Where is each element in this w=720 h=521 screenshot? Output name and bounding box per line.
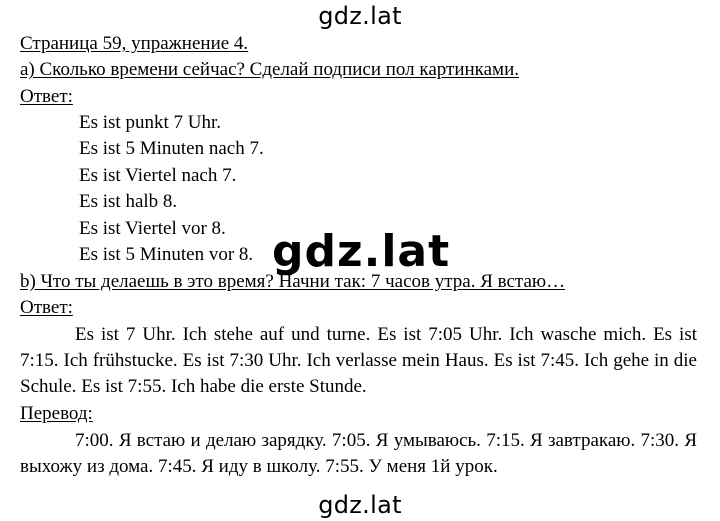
watermark-middle: gdz.lat	[272, 226, 451, 277]
page-heading: Страница 59, упражнение 4.	[20, 33, 249, 54]
answer-a-line: Es ist halb 8.	[79, 191, 178, 212]
translation-paragraph: 7:00. Я встаю и делаю зарядку. 7:05. Я умываюсь. 7:15. Я завтракаю. 7:30. Я выхожу из дома. 7:45. Я иду в школу. 7:55. У меня 1й урок.	[20, 430, 697, 477]
translation-label: Перевод:	[20, 403, 93, 424]
answer-label-b: Ответ:	[20, 297, 73, 318]
answer-a-line: Es ist Viertel nach 7.	[79, 165, 237, 186]
question-b: b) Что ты делаешь в это время? Начни так: 7 часов утра. Я встаю…	[20, 271, 566, 292]
answer-a-line: Es ist 5 Minuten vor 8.	[79, 244, 254, 265]
watermark-top: gdz.lat	[318, 2, 402, 30]
question-a: a) Сколько времени сейчас? Сделай подписи пол картинками.	[20, 59, 519, 80]
answer-b-paragraph: Es ist 7 Uhr. Ich stehe auf und turne. Es ist 7:05 Uhr. Ich wasche mich. Es ist 7:15. Ich frühstucke. Es ist 7:30 Uhr. Ich verlasse mein Haus. Es ist 7:45. Ich gehe in die Schule. Es ist 7:55. Ich habe die erste Stunde.	[20, 324, 697, 397]
watermark-bottom: gdz.lat	[318, 491, 402, 519]
answer-a-line: Es ist 5 Minuten nach 7.	[79, 138, 264, 159]
answer-a-line: Es ist punkt 7 Uhr.	[79, 112, 221, 133]
answer-a-line: Es ist Viertel vor 8.	[79, 218, 226, 239]
answer-label-a: Ответ:	[20, 86, 73, 107]
